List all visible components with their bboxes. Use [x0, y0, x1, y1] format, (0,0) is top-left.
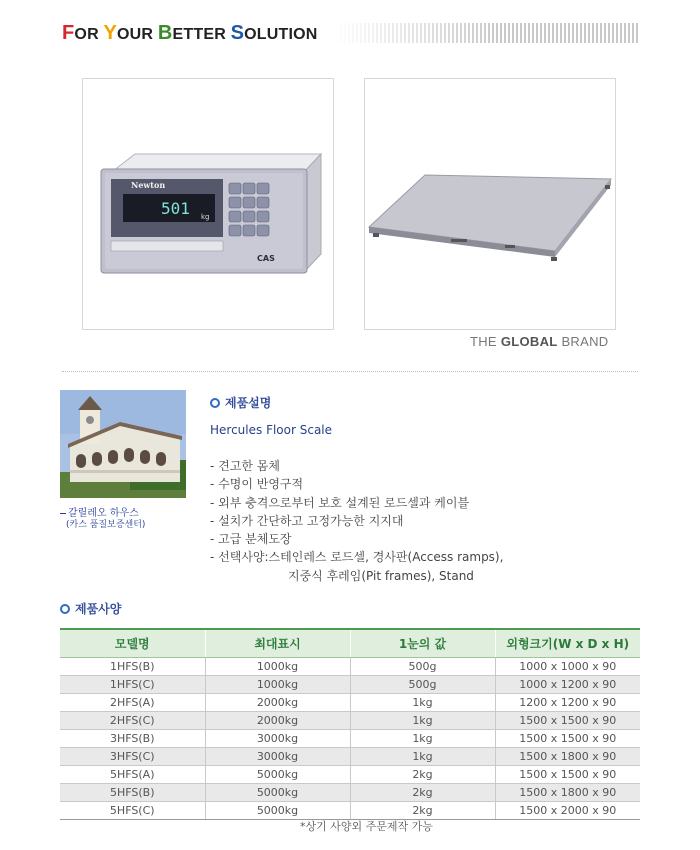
- floor-scale-photo: [364, 78, 616, 330]
- circle-bullet-icon: [60, 604, 70, 614]
- slogan-rest-3: ETTER: [172, 26, 226, 43]
- description-title-text: 제품설명: [225, 396, 272, 410]
- indicator-display-value: 501: [161, 199, 190, 218]
- cell-division: 1kg: [350, 748, 495, 766]
- slogan-cap-3: B: [157, 22, 173, 44]
- feature-item: - 외부 충격으로부터 보호 설계된 로드셀과 케이블: [210, 495, 470, 510]
- table-header-row: [60, 629, 640, 658]
- cell-dimensions: 1500 x 1800 x 90: [495, 784, 640, 802]
- slogan-rest-2: OUR: [117, 26, 154, 43]
- indicator-maker-label: CAS: [257, 254, 275, 263]
- feature-item: - 고급 분체도장: [210, 532, 292, 547]
- indicator-illustration: [83, 79, 333, 329]
- cell-model: 3HFS(B): [60, 730, 205, 748]
- cell-dimensions: 1500 x 1800 x 90: [495, 748, 640, 766]
- cell-dimensions: 1200 x 1200 x 90: [495, 694, 640, 712]
- building-photo: [60, 390, 186, 498]
- page-header: [62, 20, 640, 46]
- brand-global: GLOBAL: [500, 334, 558, 349]
- section-divider: [62, 371, 638, 372]
- cell-model: 5HFS(A): [60, 766, 205, 784]
- feature-item: - 선택사양:스테인레스 로드셀, 경사판(Access ramps),: [210, 550, 504, 565]
- cell-dimensions: 1500 x 1500 x 90: [495, 712, 640, 730]
- header-slogan: [62, 22, 318, 45]
- feature-item: - 견고한 몸체: [210, 459, 280, 473]
- cell-capacity: 2000kg: [205, 694, 350, 712]
- product-name: Hercules Floor Scale: [210, 423, 333, 437]
- table-row: [60, 784, 640, 802]
- cell-division: 1kg: [350, 712, 495, 730]
- cell-capacity: 5000kg: [205, 784, 350, 802]
- slogan-rest-1: OR: [74, 26, 99, 43]
- slogan-cap-1: F: [62, 22, 75, 44]
- brand-word: BRAND: [561, 334, 609, 349]
- feature-item: - 설치가 간단하고 고정가능한 지지대: [210, 513, 404, 528]
- cell-model: 3HFS(C): [60, 748, 205, 766]
- table-row: [60, 802, 640, 820]
- global-brand-label: [470, 334, 608, 349]
- cell-capacity: 5000kg: [205, 802, 350, 820]
- cell-dimensions: 1000 x 1000 x 90: [495, 658, 640, 676]
- cell-dimensions: 1500 x 1500 x 90: [495, 766, 640, 784]
- indicator-photo: [82, 78, 334, 330]
- cell-model: 2HFS(C): [60, 712, 205, 730]
- cell-capacity: 5000kg: [205, 766, 350, 784]
- building-caption-main: 갈릴레오 하우스: [68, 508, 139, 519]
- feature-item: - 수명이 반영구적: [210, 477, 304, 492]
- indicator-brand-label: Newton: [131, 180, 166, 190]
- building-illustration: [60, 390, 186, 498]
- cell-capacity: 3000kg: [205, 730, 350, 748]
- floor-scale-illustration: [365, 79, 615, 329]
- cell-capacity: 1000kg: [205, 676, 350, 694]
- cell-division: 2kg: [350, 802, 495, 820]
- description-section-title: [210, 394, 271, 411]
- cell-division: 500g: [350, 676, 495, 694]
- cell-dimensions: 1500 x 1500 x 90: [495, 730, 640, 748]
- slogan-cap-4: S: [230, 22, 245, 44]
- cell-model: 1HFS(C): [60, 676, 205, 694]
- brand-the: THE: [470, 334, 497, 349]
- column-header-division: 1눈의 값: [350, 629, 495, 658]
- table-row: [60, 694, 640, 712]
- table-row: [60, 676, 640, 694]
- specs-title-text: 제품사양: [75, 602, 122, 616]
- header-stripe-decoration: [332, 23, 640, 43]
- cell-capacity: 3000kg: [205, 748, 350, 766]
- indicator-unit-label: kg: [201, 213, 210, 221]
- cell-dimensions: 1000 x 1200 x 90: [495, 676, 640, 694]
- specs-section-title: [60, 600, 121, 617]
- column-header-model: 모델명: [60, 629, 205, 658]
- slogan-cap-2: Y: [103, 22, 118, 44]
- cell-model: 5HFS(B): [60, 784, 205, 802]
- column-header-capacity: 최대표시: [205, 629, 350, 658]
- table-footnote: *상기 사양외 주문제작 가능: [300, 820, 433, 833]
- table-row: [60, 766, 640, 784]
- table-row: [60, 730, 640, 748]
- cell-capacity: 2000kg: [205, 712, 350, 730]
- cell-capacity: 1000kg: [205, 658, 350, 676]
- feature-list: [210, 457, 503, 585]
- cell-model: 5HFS(C): [60, 802, 205, 820]
- table-row: [60, 712, 640, 730]
- cell-model: 1HFS(B): [60, 658, 205, 676]
- cell-division: 1kg: [350, 730, 495, 748]
- caption-line-decoration: [60, 513, 66, 514]
- cell-division: 2kg: [350, 784, 495, 802]
- table-row: [60, 658, 640, 676]
- building-caption-sub: (카스 품질보증센터): [66, 520, 146, 530]
- cell-dimensions: 1500 x 2000 x 90: [495, 802, 640, 820]
- cell-model: 2HFS(A): [60, 694, 205, 712]
- slogan-rest-4: OLUTION: [244, 26, 318, 43]
- feature-item-continued: 지중식 후레임(Pit frames), Stand: [288, 568, 474, 583]
- column-header-dimensions: 외형크기(W x D x H): [495, 629, 640, 658]
- cell-division: 500g: [350, 658, 495, 676]
- specs-table: [60, 628, 640, 820]
- table-row: [60, 748, 640, 766]
- circle-bullet-icon: [210, 398, 220, 408]
- cell-division: 1kg: [350, 694, 495, 712]
- cell-division: 2kg: [350, 766, 495, 784]
